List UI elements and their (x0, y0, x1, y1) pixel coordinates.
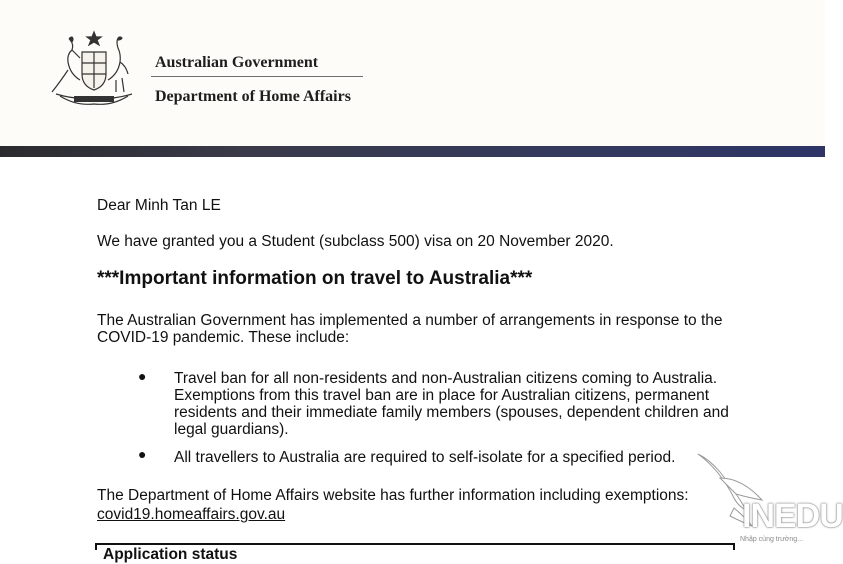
further-info-text: The Department of Home Affairs website has further information including exemptions: (97, 487, 689, 504)
list-item-travel-ban: Travel ban for all non-residents and non-Australian citizens coming to Australia. Exemptions from this travel ban are in place for Australian citizens, permanent residents and their immediate family members (spouses, dependent children and legal guardians). (174, 370, 729, 438)
salutation: Dear Minh Tan LE (97, 197, 221, 214)
header-divider (151, 76, 363, 77)
coat-of-arms-icon (46, 30, 142, 110)
letterhead (0, 0, 825, 146)
travel-info-heading: ***Important information on travel to Australia*** (97, 268, 533, 289)
bullet-icon: ● (138, 446, 147, 462)
list-item-self-isolate: All travellers to Australia are required to self-isolate for a specified period. (174, 449, 676, 466)
watermark-tagline: Nhập cùng trường... (740, 536, 803, 543)
header-band (0, 146, 825, 157)
watermark-logo: INEDU (742, 497, 843, 535)
government-name: Australian Government (155, 54, 319, 71)
intro-paragraph: The Australian Government has implemented a number of arrangements in response to the COVID-19 pandemic. These include: (97, 312, 723, 346)
grant-statement: We have granted you a Student (subclass 500) visa on 20 November 2020. (97, 233, 614, 250)
bullet-icon: ● (138, 368, 147, 384)
application-status-title: Application status (103, 546, 238, 563)
homeaffairs-link[interactable]: covid19.homeaffairs.gov.au (97, 506, 286, 523)
department-name: Department of Home Affairs (155, 88, 351, 105)
